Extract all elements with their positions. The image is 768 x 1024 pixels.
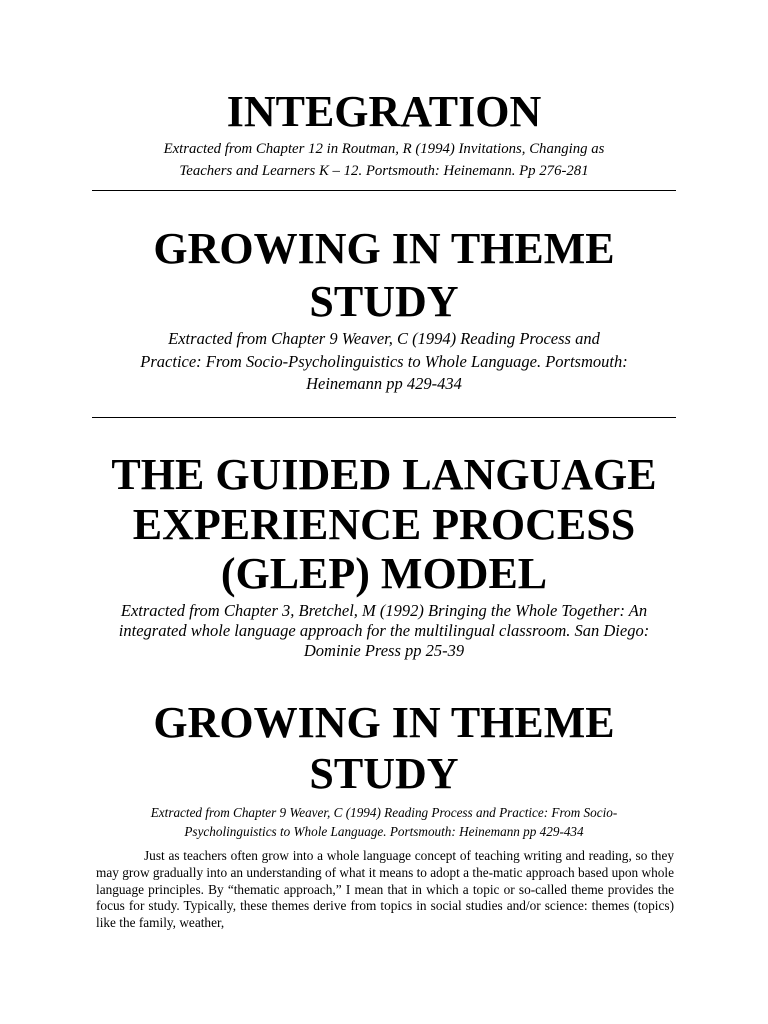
- section-citation: [92, 139, 676, 182]
- title-line: (GLEP) MODEL: [220, 549, 548, 599]
- section-title: [92, 697, 676, 800]
- title-line: GROWING IN THEME: [153, 698, 615, 747]
- section-title: INTEGRATION: [226, 87, 542, 136]
- citation-line: Extracted from Chapter 9 Weaver, C (1994) Reading Process and Practice: From Socio-: [150, 804, 618, 820]
- divider-line: [92, 417, 676, 418]
- citation-line: Heinemann pp 429-434: [306, 374, 462, 393]
- divider-line: [92, 190, 676, 191]
- section-citation: [92, 328, 676, 395]
- citation-line: Extracted from Chapter 9 Weaver, C (1994) Reading Process and: [168, 329, 600, 349]
- section-glep-model: [92, 450, 676, 662]
- body-paragraph: Just as teachers often grow into a whole language concept of teaching writing and reading, so they may grow gradually into an understanding of what it means to adopt a the-matic approach based upon whole language principles. By “thematic approach,” I mean that in which a topic or so-called theme provides the focus for study. Typically, these themes derive from topics in social studies and/or science: themes (topics) like the family, weather,: [96, 848, 674, 931]
- title-line: GROWING IN THEME: [153, 224, 615, 273]
- citation-line: Extracted from Chapter 12 in Routman, R (1994) Invitations, Changing as: [163, 141, 605, 158]
- section-growing-in-theme-study-article: [92, 697, 676, 841]
- title-line: THE GUIDED LANGUAGE: [111, 450, 657, 499]
- title-line: STUDY: [309, 749, 459, 799]
- section-title: [92, 222, 676, 328]
- section-growing-in-theme-study: [92, 222, 676, 395]
- title-line: STUDY: [309, 277, 459, 327]
- citation-line: Teachers and Learners K – 12. Portsmouth: Heinemann. Pp 276-281: [179, 162, 589, 179]
- section-citation: [92, 601, 676, 661]
- citation-line: Dominie Press pp 25-39: [303, 641, 465, 661]
- section-citation: [92, 803, 676, 841]
- citation-line: Practice: From Socio-Psycholinguistics to Whole Language. Portsmouth:: [140, 351, 628, 371]
- citation-line: integrated whole language approach for the multilingual classroom. San Diego:: [118, 621, 650, 641]
- section-title: [92, 450, 676, 599]
- citation-line: Psycholinguistics to Whole Language. Portsmouth: Heinemann pp 429-434: [184, 824, 584, 840]
- section-integration: [92, 86, 676, 182]
- title-line: EXPERIENCE PROCESS: [132, 499, 636, 549]
- citation-line: Extracted from Chapter 3, Bretchel, M (1992) Bringing the Whole Together: An: [120, 601, 648, 621]
